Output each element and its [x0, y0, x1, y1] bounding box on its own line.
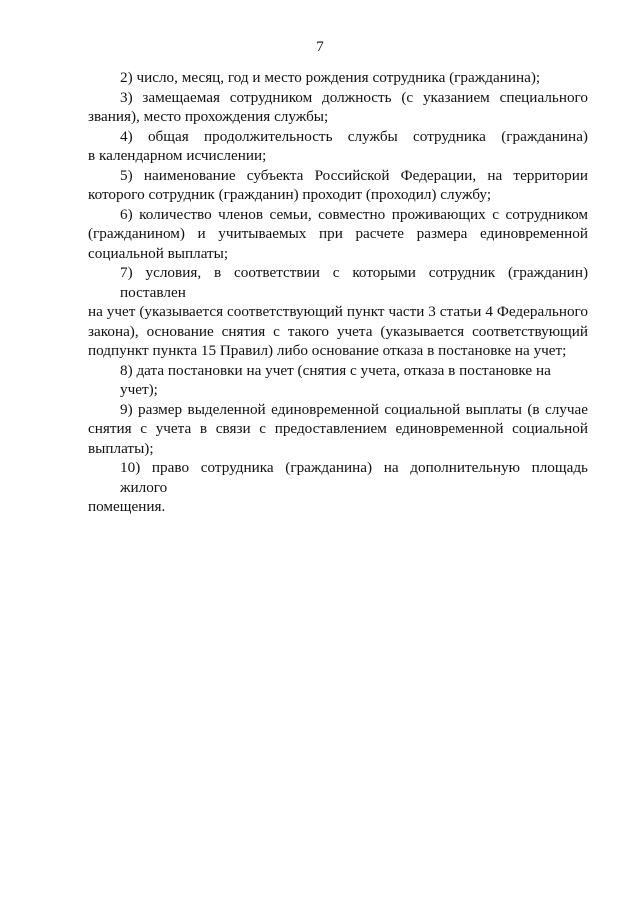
- text-line: подпункт пункта 15 Правил) либо основание отказа в постановке на учет;: [88, 342, 567, 359]
- text-line: 6) количество членов семьи, совместно проживающих с сотрудником: [120, 205, 588, 223]
- list-item-10: [88, 458, 588, 517]
- text-line: 9) размер выделенной единовременной социальной выплаты (в случае: [120, 400, 588, 418]
- text-line: помещения.: [88, 498, 166, 515]
- document-body: [88, 68, 588, 517]
- text-line: на учет (указывается соответствующий пункт части 3 статьи 4 Федерального: [88, 303, 588, 320]
- list-item-5: [88, 166, 588, 205]
- list-item-4: [88, 127, 588, 166]
- list-item-9: [88, 400, 588, 459]
- text-line: 5) наименование субъекта Российской Федерации, на территории: [120, 166, 588, 184]
- list-item-3: [88, 88, 588, 127]
- list-item-7: [88, 263, 588, 361]
- page-number: 7: [316, 39, 324, 55]
- text-line: выплаты);: [88, 439, 154, 457]
- text-line: закона), основание снятия с такого учета (указывается соответствующий: [88, 322, 588, 340]
- text-line: снятия с учета в связи с предоставлением единовременной социальной: [88, 420, 588, 437]
- text-line: в календарном исчислении;: [88, 147, 267, 164]
- text-line: 3) замещаемая сотрудником должность (с указанием специального: [120, 88, 588, 106]
- text-line: 7) условия, в соответствии с которыми сотрудник (гражданин) поставлен: [120, 264, 588, 301]
- text-line: социальной выплаты;: [88, 244, 229, 262]
- list-item-2: [88, 68, 588, 88]
- text-line: 8) дата постановки на учет (снятия с учета, отказа в постановке на учет);: [120, 361, 551, 398]
- text-line: 4) общая продолжительность службы сотрудника (гражданина): [120, 127, 588, 145]
- text-line: звания), место прохождения службы;: [88, 108, 329, 125]
- text-line: которого сотрудник (гражданин) проходит (проходил) службу;: [88, 186, 492, 203]
- list-item-6: [88, 205, 588, 264]
- list-item-8: [88, 361, 588, 400]
- text-line: 10) право сотрудника (гражданина) на дополнительную площадь жилого: [120, 459, 588, 496]
- text-line: (гражданином) и учитываемых при расчете размера единовременной: [88, 225, 588, 242]
- text-line: 2) число, месяц, год и место рождения сотрудника (гражданина);: [120, 69, 541, 86]
